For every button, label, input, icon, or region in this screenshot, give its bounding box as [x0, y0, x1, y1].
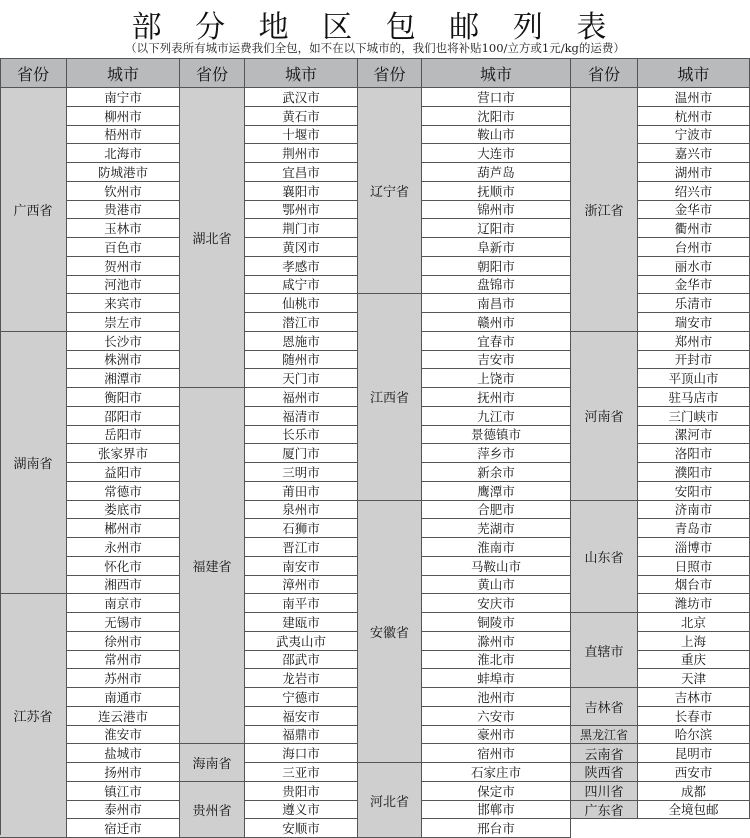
province-header: 省份 — [358, 58, 422, 88]
city-cell: 赣州市 — [422, 313, 571, 332]
city-cell: 抚州市 — [422, 388, 571, 407]
province-cell: 海南省 — [180, 744, 245, 782]
city-cell: 防城港市 — [67, 163, 180, 182]
city-header: 城市 — [422, 58, 571, 88]
city-cell: 株洲市 — [67, 351, 180, 370]
city-cell: 石家庄市 — [422, 763, 571, 782]
city-cell: 南宁市 — [67, 88, 180, 107]
city-cell: 龙岩市 — [245, 669, 358, 688]
city-cell: 三明市 — [245, 463, 358, 482]
city-cell: 怀化市 — [67, 557, 180, 576]
city-cell: 襄阳市 — [245, 182, 358, 201]
city-cell: 湘潭市 — [67, 369, 180, 388]
province-cell: 四川省 — [571, 782, 638, 801]
city-cell: 十堰市 — [245, 126, 358, 145]
province-cell: 江苏省 — [0, 594, 67, 838]
city-cell: 绍兴市 — [638, 182, 750, 201]
city-cell: 长春市 — [638, 707, 750, 726]
city-cell: 葫芦岛 — [422, 163, 571, 182]
city-cell: 长乐市 — [245, 426, 358, 445]
city-cell: 武夷山市 — [245, 632, 358, 651]
city-cell: 三门峡市 — [638, 407, 750, 426]
city-cell: 天津 — [638, 669, 750, 688]
city-cell: 乐清市 — [638, 294, 750, 313]
province-cell: 福建省 — [180, 388, 245, 744]
city-cell: 温州市 — [638, 88, 750, 107]
city-cell: 娄底市 — [67, 501, 180, 520]
city-cell: 开封市 — [638, 351, 750, 370]
city-cell: 福州市 — [245, 388, 358, 407]
province-cell: 安徽省 — [358, 501, 422, 764]
city-cell: 镇江市 — [67, 782, 180, 801]
city-cell: 恩施市 — [245, 332, 358, 351]
page-subtitle: （以下列表所有城市运费我们全包，如不在以下城市的，我们也将补贴100/立方或1元/kg的运费） — [125, 41, 625, 55]
city-cell: 平顶山市 — [638, 369, 750, 388]
city-cell: 金华市 — [638, 201, 750, 220]
city-cell: 铜陵市 — [422, 613, 571, 632]
city-cell: 梧州市 — [67, 126, 180, 145]
city-cell: 百色市 — [67, 238, 180, 257]
city-cell: 北京 — [638, 613, 750, 632]
city-cell: 安庆市 — [422, 594, 571, 613]
city-cell: 泉州市 — [245, 501, 358, 520]
city-cell: 盘锦市 — [422, 276, 571, 295]
province-cell: 山东省 — [571, 501, 638, 614]
city-cell: 辽阳市 — [422, 219, 571, 238]
city-cell: 福安市 — [245, 707, 358, 726]
city-cell: 遵义市 — [245, 801, 358, 820]
city-cell: 哈尔滨 — [638, 726, 750, 745]
city-cell: 贵阳市 — [245, 782, 358, 801]
city-cell: 豪州市 — [422, 726, 571, 745]
city-cell: 徐州市 — [67, 632, 180, 651]
city-cell: 南安市 — [245, 557, 358, 576]
city-cell: 湖州市 — [638, 163, 750, 182]
province-cell: 陕西省 — [571, 763, 638, 782]
city-cell: 三亚市 — [245, 763, 358, 782]
city-cell: 武汉市 — [245, 88, 358, 107]
province-cell: 吉林省 — [571, 688, 638, 726]
city-cell: 黄冈市 — [245, 238, 358, 257]
city-cell: 宁德市 — [245, 688, 358, 707]
province-cell: 湖北省 — [180, 88, 245, 388]
city-cell: 常州市 — [67, 651, 180, 670]
city-cell: 淮南市 — [422, 538, 571, 557]
city-cell: 玉林市 — [67, 219, 180, 238]
city-header: 城市 — [245, 58, 358, 88]
city-cell: 上饶市 — [422, 369, 571, 388]
city-cell: 福清市 — [245, 407, 358, 426]
province-header: 省份 — [0, 58, 67, 88]
city-cell: 芜湖市 — [422, 519, 571, 538]
city-cell: 日照市 — [638, 557, 750, 576]
city-header: 城市 — [67, 58, 180, 88]
city-cell: 泰州市 — [67, 801, 180, 820]
city-cell: 益阳市 — [67, 463, 180, 482]
city-cell: 西安市 — [638, 763, 750, 782]
city-cell: 柳州市 — [67, 107, 180, 126]
city-cell: 福鼎市 — [245, 726, 358, 745]
city-cell: 台州市 — [638, 238, 750, 257]
city-cell: 杭州市 — [638, 107, 750, 126]
city-cell: 衢州市 — [638, 219, 750, 238]
city-cell: 厦门市 — [245, 444, 358, 463]
city-cell: 安顺市 — [245, 819, 358, 838]
city-cell: 锦州市 — [422, 201, 571, 220]
city-cell: 昆明市 — [638, 744, 750, 763]
city-cell: 盐城市 — [67, 744, 180, 763]
city-cell: 保定市 — [422, 782, 571, 801]
city-cell: 仙桃市 — [245, 294, 358, 313]
city-cell: 邢台市 — [422, 819, 571, 838]
province-cell: 河南省 — [571, 332, 638, 501]
city-cell: 张家界市 — [67, 444, 180, 463]
province-header: 省份 — [571, 58, 638, 88]
city-cell: 孝感市 — [245, 257, 358, 276]
city-cell: 朝阳市 — [422, 257, 571, 276]
city-cell: 建瓯市 — [245, 613, 358, 632]
city-cell: 永州市 — [67, 538, 180, 557]
city-cell: 潍坊市 — [638, 594, 750, 613]
city-cell: 北海市 — [67, 144, 180, 163]
city-cell: 漯河市 — [638, 426, 750, 445]
city-cell: 营口市 — [422, 88, 571, 107]
city-cell: 鄂州市 — [245, 201, 358, 220]
province-cell: 广东省 — [571, 801, 638, 820]
city-cell: 郑州市 — [638, 332, 750, 351]
city-cell: 上海 — [638, 632, 750, 651]
city-cell: 海口市 — [245, 744, 358, 763]
city-cell: 宜昌市 — [245, 163, 358, 182]
city-cell: 六安市 — [422, 707, 571, 726]
city-cell: 吉林市 — [638, 688, 750, 707]
city-cell: 景德镇市 — [422, 426, 571, 445]
city-cell: 宿迁市 — [67, 819, 180, 838]
city-cell: 淄博市 — [638, 538, 750, 557]
city-cell: 嘉兴市 — [638, 144, 750, 163]
city-cell: 全境包邮 — [638, 801, 750, 820]
city-cell: 九江市 — [422, 407, 571, 426]
city-cell: 马鞍山市 — [422, 557, 571, 576]
city-cell: 莆田市 — [245, 482, 358, 501]
city-cell: 咸宁市 — [245, 276, 358, 295]
city-cell: 阜新市 — [422, 238, 571, 257]
city-cell: 大连市 — [422, 144, 571, 163]
city-cell: 晋江市 — [245, 538, 358, 557]
city-cell: 岳阳市 — [67, 426, 180, 445]
city-cell: 青岛市 — [638, 519, 750, 538]
city-cell: 洛阳市 — [638, 444, 750, 463]
province-header: 省份 — [180, 58, 245, 88]
city-cell: 黄石市 — [245, 107, 358, 126]
city-cell: 河池市 — [67, 276, 180, 295]
city-cell: 来宾市 — [67, 294, 180, 313]
city-header: 城市 — [638, 58, 750, 88]
province-cell: 直辖市 — [571, 613, 638, 688]
city-cell: 长沙市 — [67, 332, 180, 351]
city-cell: 成都 — [638, 782, 750, 801]
city-cell: 淮安市 — [67, 726, 180, 745]
city-cell: 钦州市 — [67, 182, 180, 201]
city-cell: 安阳市 — [638, 482, 750, 501]
city-cell: 抚顺市 — [422, 182, 571, 201]
city-cell: 黄山市 — [422, 576, 571, 595]
city-cell: 驻马店市 — [638, 388, 750, 407]
city-cell: 吉安市 — [422, 351, 571, 370]
city-cell: 滁州市 — [422, 632, 571, 651]
city-cell: 宁波市 — [638, 126, 750, 145]
city-cell: 丽水市 — [638, 257, 750, 276]
city-cell: 荆门市 — [245, 219, 358, 238]
city-cell: 新余市 — [422, 463, 571, 482]
city-cell: 烟台市 — [638, 576, 750, 595]
city-cell: 金华市 — [638, 276, 750, 295]
city-cell: 濮阳市 — [638, 463, 750, 482]
city-cell: 宿州市 — [422, 744, 571, 763]
city-cell: 贺州市 — [67, 257, 180, 276]
city-cell: 瑞安市 — [638, 313, 750, 332]
city-cell: 潜江市 — [245, 313, 358, 332]
city-cell: 淮北市 — [422, 651, 571, 670]
city-cell: 合肥市 — [422, 501, 571, 520]
province-cell: 黑龙江省 — [571, 726, 638, 745]
city-cell: 蚌埠市 — [422, 669, 571, 688]
city-cell: 萍乡市 — [422, 444, 571, 463]
city-cell: 鹰潭市 — [422, 482, 571, 501]
city-cell: 湘西市 — [67, 576, 180, 595]
city-cell: 南昌市 — [422, 294, 571, 313]
city-cell: 无锡市 — [67, 613, 180, 632]
city-cell: 南京市 — [67, 594, 180, 613]
city-cell: 荆州市 — [245, 144, 358, 163]
city-cell: 池州市 — [422, 688, 571, 707]
province-cell: 江西省 — [358, 294, 422, 500]
city-cell: 石狮市 — [245, 519, 358, 538]
city-cell: 鞍山市 — [422, 126, 571, 145]
city-cell: 邵武市 — [245, 651, 358, 670]
city-cell: 宜春市 — [422, 332, 571, 351]
city-cell: 邵阳市 — [67, 407, 180, 426]
city-cell: 邯郸市 — [422, 801, 571, 820]
city-cell: 漳州市 — [245, 576, 358, 595]
city-cell: 南通市 — [67, 688, 180, 707]
province-cell: 辽宁省 — [358, 88, 422, 294]
province-cell: 云南省 — [571, 744, 638, 763]
page-title: 部 分 地 区 包 邮 列 表 — [131, 10, 619, 45]
city-cell: 苏州市 — [67, 669, 180, 688]
city-cell: 连云港市 — [67, 707, 180, 726]
city-cell: 济南市 — [638, 501, 750, 520]
city-cell: 沈阳市 — [422, 107, 571, 126]
city-cell: 崇左市 — [67, 313, 180, 332]
province-cell: 贵州省 — [180, 782, 245, 838]
city-cell: 天门市 — [245, 369, 358, 388]
city-cell: 扬州市 — [67, 763, 180, 782]
city-cell: 随州市 — [245, 351, 358, 370]
city-cell: 衡阳市 — [67, 388, 180, 407]
province-cell: 浙江省 — [571, 88, 638, 332]
city-cell: 南平市 — [245, 594, 358, 613]
province-cell: 河北省 — [358, 763, 422, 838]
city-cell: 重庆 — [638, 651, 750, 670]
city-cell: 贵港市 — [67, 201, 180, 220]
page-header — [0, 0, 750, 58]
province-cell: 广西省 — [0, 88, 67, 332]
city-cell: 常德市 — [67, 482, 180, 501]
city-cell: 郴州市 — [67, 519, 180, 538]
province-cell: 湖南省 — [0, 332, 67, 595]
